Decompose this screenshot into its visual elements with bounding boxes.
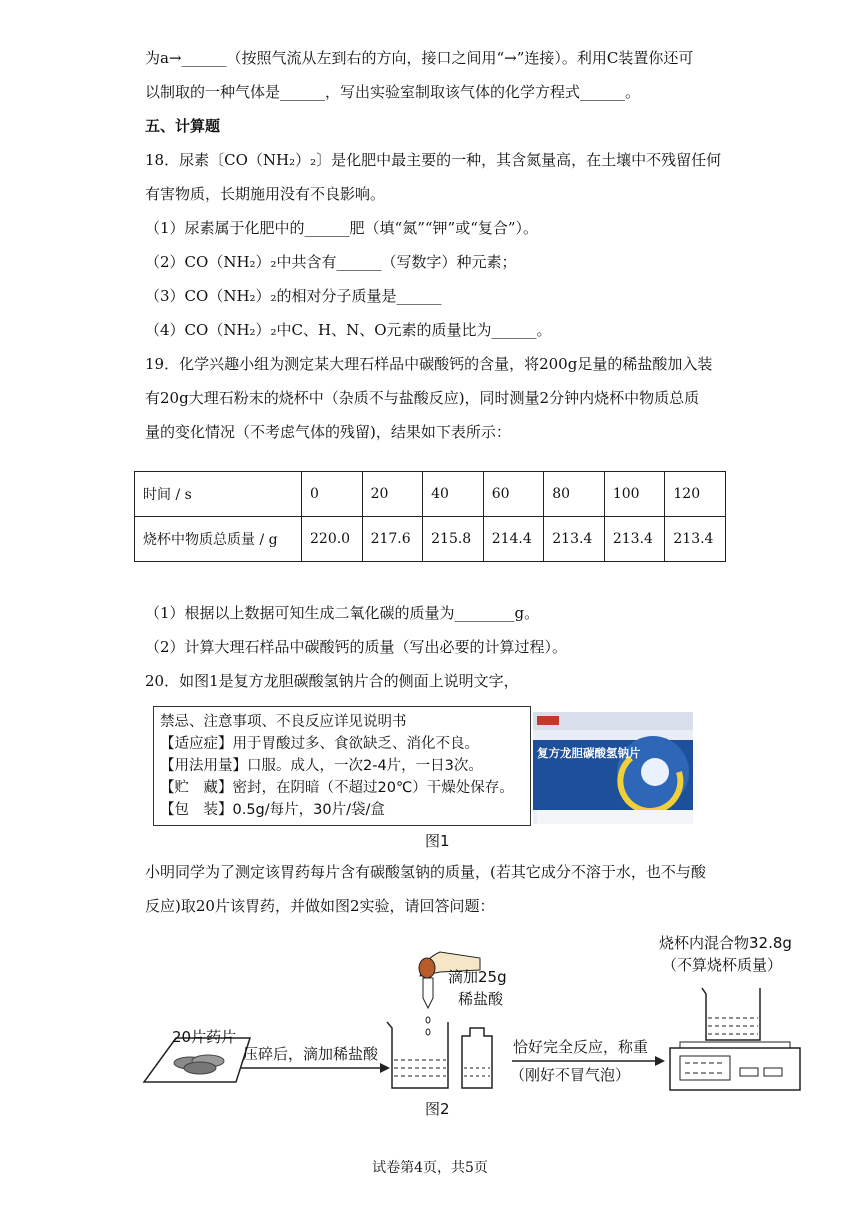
step-2-label: 恰好完全反应，称重 <box>513 1038 649 1056</box>
table-cell: 214.4 <box>483 517 544 562</box>
page-footer: 试卷第4页，共5页 <box>372 1160 488 1176</box>
experiment-diagram <box>140 928 840 1098</box>
table-cell: 213.4 <box>665 517 726 562</box>
label-line: 【适应症】用于胃酸过多、食欲缺乏、消化不良。 <box>160 736 479 752</box>
q19-part1: （1）根据以上数据可知生成二氧化碳的质量为________g。 <box>145 604 540 622</box>
figure-2-caption: 图2 <box>425 1100 450 1118</box>
tablets-label: 20片药片 <box>172 1028 237 1046</box>
text-line: 小明同学为了测定该胃药每片含有碳酸氢钠的质量，(若其它成分不溶于水，也不与酸 <box>145 863 706 881</box>
figure-1-caption: 图1 <box>425 832 450 850</box>
medicine-package-image <box>533 712 693 824</box>
question-20: 20．如图1是复方龙胆碳酸氢钠片合的侧面上说明文字， <box>145 672 519 690</box>
table-cell: 时间 / s <box>135 472 302 517</box>
text-line: 量的变化情况（不考虑气体的残留)，结果如下表所示： <box>145 423 511 441</box>
table-cell: 60 <box>483 472 544 517</box>
drug-label-box <box>153 706 531 826</box>
mixture-label-1: 烧杯内混合物32.8g <box>659 934 792 952</box>
table-cell: 烧杯中物质总质量 / g <box>135 517 302 562</box>
question-19: 19．化学兴趣小组为测定某大理石样品中碳酸钙的含量，将200g足量的稀盐酸加入装 <box>145 355 713 373</box>
table-cell: 217.6 <box>362 517 423 562</box>
table-cell: 20 <box>362 472 423 517</box>
step-2-note: （刚好不冒气泡） <box>510 1066 631 1084</box>
text-line: 为a→______（按照气流从左到右的方向，接口之间用“→”连接）。利用C装置你还可 <box>145 49 694 67</box>
q18-part3: （3）CO（NH₂）₂的相对分子质量是______ <box>145 287 442 305</box>
table-row <box>135 517 726 562</box>
data-table <box>134 471 726 562</box>
table-cell: 80 <box>544 472 605 517</box>
table-cell: 220.0 <box>302 517 363 562</box>
table-cell: 0 <box>302 472 363 517</box>
label-line: 【包 装】0.5g/每片，30片/袋/盒 <box>160 802 385 818</box>
text-line: 反应)取20片该胃药，并做如图2实验，请回答问题： <box>145 897 495 915</box>
acid-label-1: 滴加25g <box>448 968 507 986</box>
mixture-label-2: （不算烧杯质量） <box>662 956 783 974</box>
table-cell: 213.4 <box>604 517 665 562</box>
text-line: 有20g大理石粉末的烧杯中（杂质不与盐酸反应)，同时测量2分钟内烧杯中物质总质 <box>145 389 700 407</box>
question-18: 18．尿素〔CO（NH₂）₂〕是化肥中最主要的一种，其含氮量高，在土壤中不残留任何 <box>145 151 722 169</box>
package-title: 复方龙胆碳酸氢钠片 <box>537 746 641 760</box>
step-1-label: 压碎后，滴加稀盐酸 <box>243 1045 379 1063</box>
text-line: 有害物质，长期施用没有不良影响。 <box>145 185 386 203</box>
q18-part2: （2）CO（NH₂）₂中共含有______（写数字）种元素； <box>145 253 517 271</box>
table-cell: 215.8 <box>423 517 484 562</box>
q18-part1: （1）尿素属于化肥中的______肥（填“氮”“钾”或“复合”）。 <box>145 219 539 237</box>
q19-part2: （2）计算大理石样品中碳酸钙的质量（写出必要的计算过程）。 <box>145 638 568 656</box>
text-line: 以制取的一种气体是______，写出实验室制取该气体的化学方程式______。 <box>145 83 641 101</box>
table-row <box>135 472 726 517</box>
q18-part4: （4）CO（NH₂）₂中C、H、N、O元素的质量比为______。 <box>145 321 552 339</box>
table-cell: 120 <box>665 472 726 517</box>
section-heading: 五、计算题 <box>145 117 221 135</box>
table-cell: 100 <box>604 472 665 517</box>
label-line: 禁忌、注意事项、不良反应详见说明书 <box>160 714 407 730</box>
table-cell: 40 <box>423 472 484 517</box>
label-line: 【贮 藏】密封，在阴暗（不超过20℃）干燥处保存。 <box>160 780 514 796</box>
label-line: 【用法用量】口服。成人，一次2-4片，一日3次。 <box>160 758 483 774</box>
table-cell: 213.4 <box>544 517 605 562</box>
acid-label-2: 稀盐酸 <box>458 990 504 1008</box>
